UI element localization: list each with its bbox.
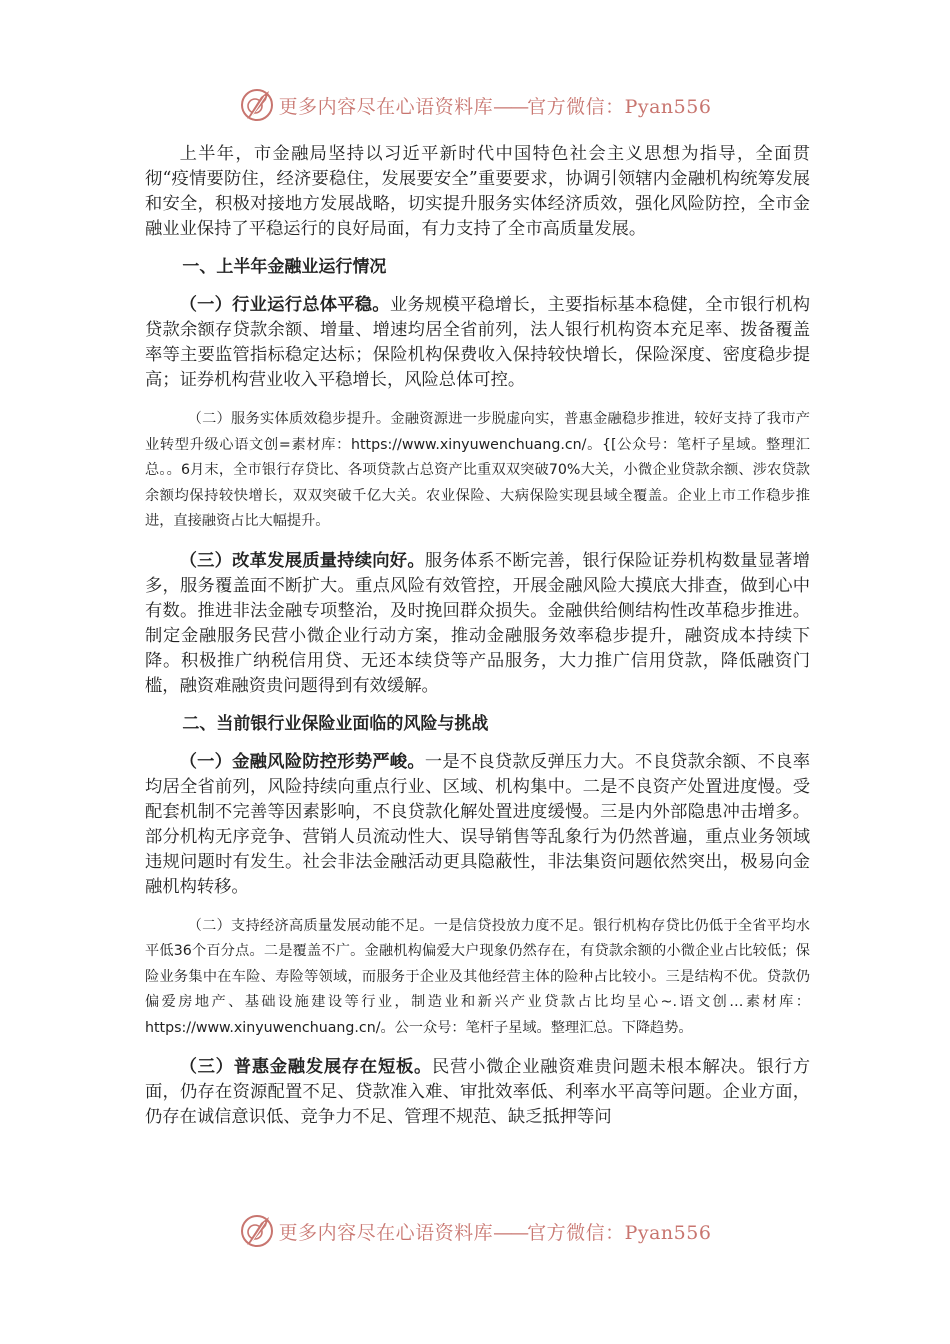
section2-heading: 二、当前银行业保险业面临的风险与挑战 (182, 713, 489, 734)
header-banner-text (279, 92, 712, 119)
header-banner-suffix: 官方微信：Pyan556 (527, 95, 712, 118)
header-banner-title: 更多内容尽在心语资料库 (278, 95, 494, 118)
section2-p1-body: 一是不良贷款反弹压力大。不良贷款余额、不良率均居全省前列，风险持续向重点行业、区域、机构集中。二是不良资产处置进度慢。受配套机制不完善等因素影响，不良贷款化解处置进度缓慢。三是内外部隐患冲击增多。部分机构无序竞争、营销人员流动性大、误导销售等乱象行为仍然普遍，重点业务领域违规问题时有发生。社会非法金融活动更具隐蔽性，非法集资问题依然突出，极易向金融机构转移。 (145, 751, 810, 897)
quill-logo-icon (239, 1213, 275, 1249)
footer-banner-suffix: 官方微信：Pyan556 (527, 1221, 712, 1244)
section1-p1-body: 业务规模平稳增长，主要指标基本稳健，全市银行机构贷款余额存贷款余额、增量、增速均居全省前列，法人银行机构资本充足率、拨备覆盖率等主要监管指标稳定达标；保险机构保费收入保持较快增长，保险深度、密度稳步提高；证券机构营业收入平稳增长，风险总体可控。 (145, 295, 810, 390)
header-banner (0, 82, 950, 128)
section1-paragraph-1 (145, 293, 810, 393)
section1-p3-lead: （三）改革发展质量持续向好。 (179, 550, 425, 571)
header-banner-dash: —— (493, 95, 528, 118)
footer-banner (0, 1208, 950, 1254)
document-body (145, 142, 810, 1130)
section1-p1-lead: （一）行业运行总体平稳。 (179, 295, 390, 315)
section1-heading: 一、上半年金融业运行情况 (182, 257, 387, 277)
section1-paragraph-3 (145, 549, 810, 699)
section2-paragraph-1 (145, 750, 810, 900)
intro-paragraph: 上半年，市金融局坚持以习近平新时代中国特色社会主义思想为指导，全面贯彻“疫情要防住，经济要稳住，发展要安全”重要要求，协调引领辖内金融机构统筹发展和安全，积极对接地方发展战略，切实提升服务实体经济质效，强化风险防控，全市金融业业保持了平稳运行的良好局面，有力支持了全市高质量发展。 (145, 144, 810, 239)
quill-logo-icon (239, 87, 275, 123)
footer-banner-text (279, 1218, 712, 1245)
section2-p3-lead: （三）普惠金融发展存在短板。 (179, 1057, 433, 1077)
section2-p3-body: 民营小微企业融资难贵问题未根本解决。银行方面，仍存在资源配置不足、贷款准入难、审批效率低、利率水平高等问题。企业方面，仍存在诚信意识低、竞争力不足、管理不规范、缺乏抵押等问 (145, 1057, 810, 1127)
footer-banner-dash: —— (493, 1221, 528, 1244)
section2-paragraph-3 (145, 1055, 810, 1130)
section2-p1-lead: （一）金融风险防控形势严峻。 (179, 751, 425, 772)
section2-paragraph-2: （二）支持经济高质量发展动能不足。一是信贷投放力度不足。银行机构存贷比仍低于全省平均水平低36个百分点。二是覆盖不广。金融机构偏爱大户现象仍然存在，有贷款余额的小微企业占比较低；保险业务集中在车险、寿险等领域，而服务于企业及其他经营主体的险种占比较小。三是结构不优。贷款仍偏爱房地产、基础设施建设等行业，制造业和新兴产业贷款占比均呈心~.语文创…素材库：https://www.xinyuwenchuang.cn/。公一众号：笔杆子星域。整理汇总。下降趋势。 (145, 917, 810, 1036)
footer-banner-title: 更多内容尽在心语资料库 (278, 1221, 494, 1244)
section1-p3-body: 服务体系不断完善，银行保险证券机构数量显著增多，服务覆盖面不断扩大。重点风险有效管控，开展金融风险大摸底大排查，做到心中有数。推进非法金融专项整治，及时挽回群众损失。金融供给侧结构性改革稳步推进。制定金融服务民营小微企业行动方案，推动金融服务效率稳步提升，融资成本持续下降。积极推广纳税信用贷、无还本续贷等产品服务，大力推广信用贷款，降低融资门槛，融资难融资贵问题得到有效缓解。 (145, 550, 810, 696)
section1-paragraph-2: （二）服务实体质效稳步提升。金融资源进一步脱虚向实，普惠金融稳步推进，较好支持了我市产业转型升级心语文创=素材库：https://www.xinyuwenchuang.cn/。{[公众号：笔杆子星域。整理汇总。。6月末，全市银行存贷比、各项贷款占总资产比重双双突破70%大关，小微企业贷款余额、涉农贷款余额均保持较快增长，双双突破千亿大关。农业保险、大病保险实现县域全覆盖。企业上市工作稳步推进，直接融资占比大幅提升。 (145, 411, 810, 529)
